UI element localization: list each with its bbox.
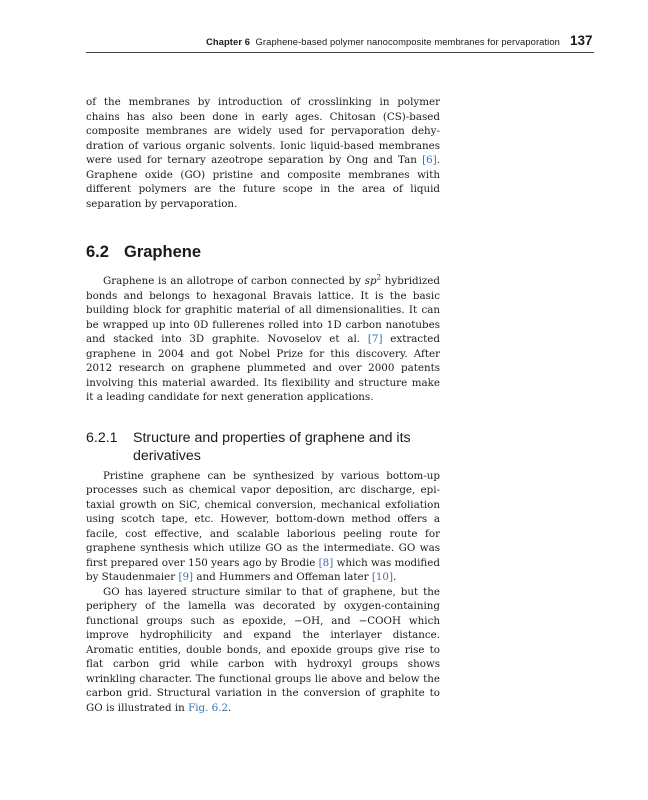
chapter-title: Graphene-based polymer nanocomposite membranes for pervaporation (255, 36, 560, 47)
subsection-heading (86, 429, 440, 466)
header-divider (86, 52, 594, 53)
citation-link-7[interactable]: [7] (367, 333, 383, 345)
text-run: . Graphene oxide (GO) pristine and composite membranes with different polymers are the future scope in the area of liquid separation by pervaporation. (86, 154, 440, 210)
text-run: which was modified by Staudenmaier (86, 556, 440, 583)
paragraph-pristine (86, 469, 440, 585)
text-run: . (392, 571, 397, 583)
page-number: 137 (570, 33, 593, 48)
running-header-text (206, 36, 560, 47)
text-run: . (228, 701, 232, 714)
citation-link-10[interactable]: [10] (371, 571, 393, 583)
citation-link-6[interactable]: [6] (422, 154, 437, 166)
section-heading (86, 242, 440, 262)
section-title: Graphene (124, 243, 202, 261)
paragraph-go (86, 585, 440, 716)
text-run: GO has layered structure similar to that of graphene, but the periphery of the lamella was decorated by oxygen-containing functional groups such as epoxide, −OH, and −COOH which improve hydrophilicity and expand the interlayer distance. Aromatic entities, double bonds, and epoxide groups give rise to flat carbon grid while carbon with hydroxyl groups shows wrinkling character. The functional groups lie above and below the carbon grid. Structural variation in the conversion of graphite to GO is illustrated in (86, 585, 440, 714)
figure-link[interactable]: Fig. 6.2 (188, 701, 229, 714)
text-run: Pristine graphene can be synthesized by various bottom-up processes such as chemical vapor deposition, arc discharge, epitaxial growth on SiC, chemical conversion, mechanical exfoliation using scotch tape, etc. However, bottom-down method offers a facile, cost effective, and scalable laborious peeling route for graphene synthesis which utilize GO as the intermediate. GO was first prepared over 150 years ago by Brodie (86, 469, 440, 569)
text-run: Graphene is an allotrope of carbon connected by (103, 275, 365, 287)
citation-link-9[interactable]: [9] (178, 571, 194, 583)
running-header (0, 0, 648, 56)
chapter-label: Chapter 6 (205, 36, 251, 47)
text-run: of the membranes by introduction of crosslinking in polymer chains has also been done in early ages. Chitosan (CS)-based composite membranes are widely used for pervaporation dehydration of various organic solvents. Ionic liquid-based membranes were used for ternary azeotrope separation by Ong and Tan (86, 96, 440, 166)
sp-superscript: 2 (376, 273, 382, 282)
text-run: extracted graphene in 2004 and got Nobel Prize for this discovery. After 2012 research on graphene plummeted and over 2000 patents involving this material awarded. Its flexibility and structure make it a leading candidate for next generation applications. (86, 333, 440, 403)
paragraph-intro (86, 95, 440, 211)
sp-term: sp (364, 275, 377, 287)
text-run: hybridized bonds and belongs to hexagonal Bravais lattice. It is the basic building block for graphitic material of all dimensionalities. It can be wrapped up into 0D fullerenes rolled into 1D carbon nanotubes and stacked into 3D graphite. Novoselov et al. (86, 275, 440, 345)
page-body (86, 95, 440, 715)
citation-link-8[interactable]: [8] (318, 556, 334, 569)
text-run: and Hummers and Offeman later (193, 571, 372, 583)
subsection-title: Structure and properties of graphene and its derivatives (133, 429, 411, 464)
section-number: 6.2 (86, 243, 109, 261)
subsection-number: 6.2.1 (86, 429, 118, 446)
paragraph-graphene (86, 274, 440, 405)
